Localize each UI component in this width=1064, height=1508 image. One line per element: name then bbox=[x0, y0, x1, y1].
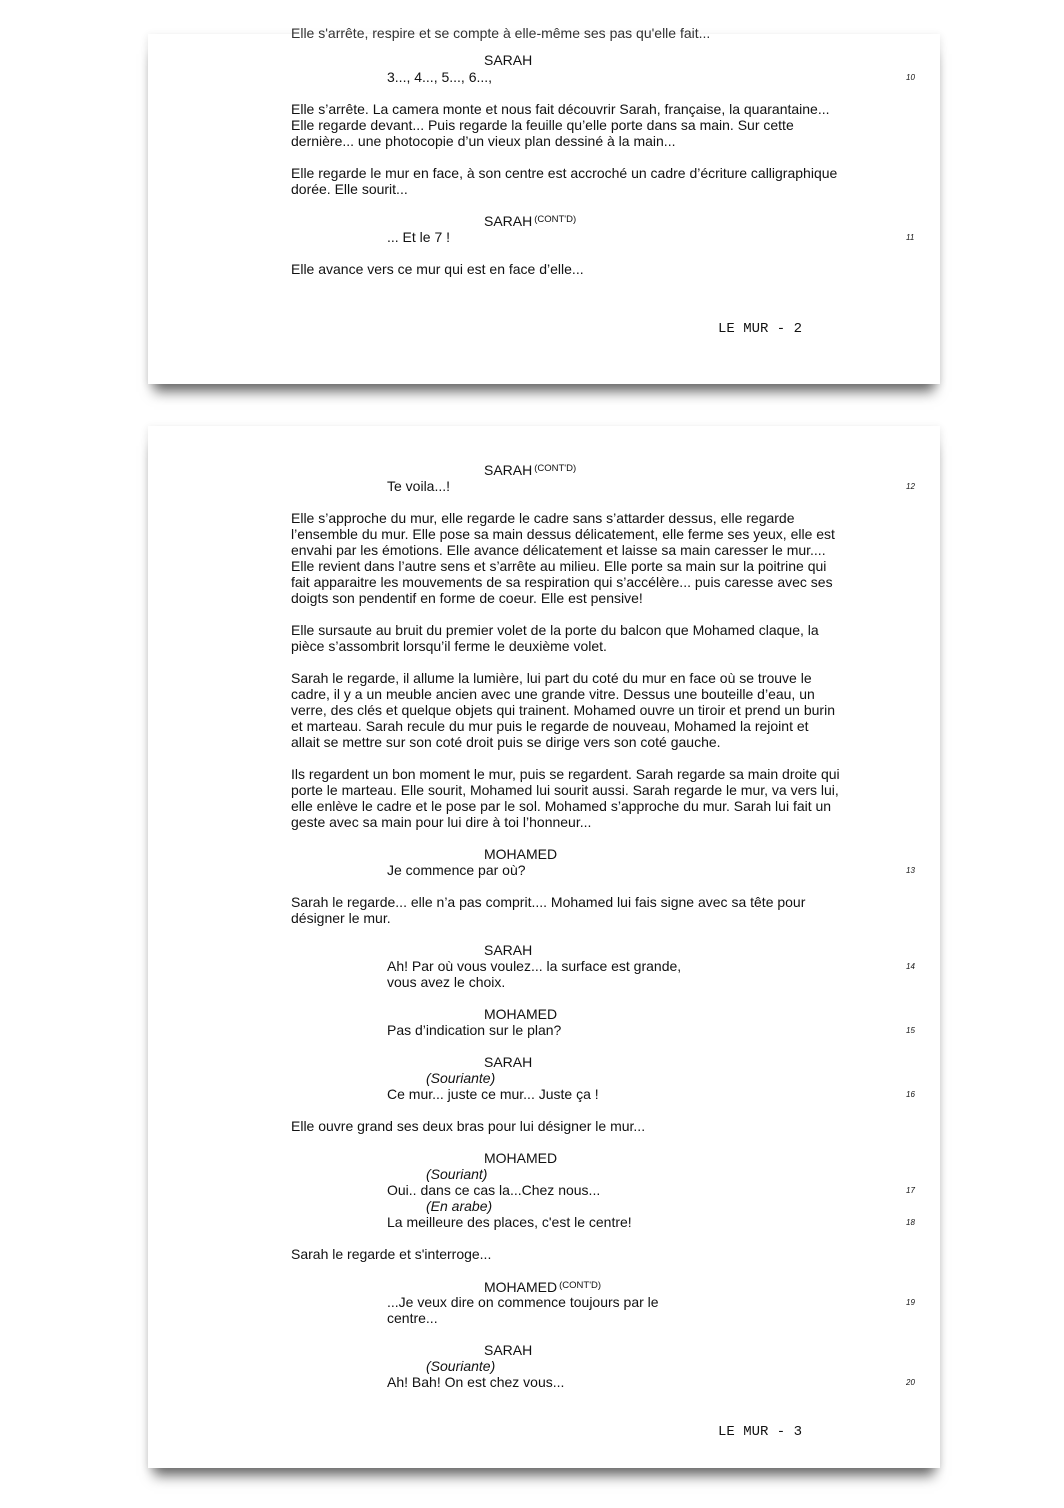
dialogue-line-text: 3..., 4..., 5..., 6..., bbox=[387, 69, 493, 85]
dialogue-line bbox=[387, 862, 526, 878]
parenthetical bbox=[426, 1166, 487, 1182]
action-line-text: porte le marteau. Elle sourit, Mohamed lui sourit aussi. Sarah regarde le mur, va vers lui, bbox=[291, 782, 839, 798]
action-line-text: envahi par les émotions. Elle avance délicatement et laisse sa main caresser le mur.... bbox=[291, 542, 826, 558]
action-line bbox=[291, 117, 794, 133]
dialogue-line bbox=[387, 1374, 564, 1390]
dialogue-line bbox=[387, 1294, 659, 1310]
contd-marker: (CONT'D) bbox=[534, 214, 577, 225]
action-line bbox=[291, 590, 643, 606]
action-line-text: désigner le mur. bbox=[291, 910, 391, 926]
character-name-text: MOHAMED bbox=[484, 1150, 558, 1166]
character-name bbox=[484, 212, 576, 229]
action-line-text: Sarah le regarde et s'interroge... bbox=[291, 1246, 492, 1262]
action-line bbox=[291, 526, 835, 542]
character-name-text: SARAH bbox=[484, 1342, 533, 1358]
action-line bbox=[291, 718, 809, 734]
character-name bbox=[484, 1006, 557, 1022]
action-line bbox=[291, 181, 408, 197]
action-line bbox=[291, 702, 835, 718]
character-name bbox=[484, 1054, 532, 1070]
action-line bbox=[291, 558, 826, 574]
dialogue-line-text: La meilleure des places, c'est le centre! bbox=[387, 1214, 632, 1230]
action-line-text: Elle ouvre grand ses deux bras pour lui désigner le mur... bbox=[291, 1118, 646, 1134]
action-line-text: allait se mettre sur son coté droit puis se dirige vers son coté gauche. bbox=[291, 734, 721, 750]
page-footer: LE MUR - 3 bbox=[718, 1424, 803, 1440]
character-name bbox=[484, 942, 532, 958]
dialogue-number: 16 bbox=[906, 1090, 915, 1099]
dialogue-line bbox=[387, 974, 505, 990]
dialogue-number: 18 bbox=[906, 1218, 915, 1227]
dialogue-number: 10 bbox=[906, 73, 915, 82]
character-name-text: MOHAMED bbox=[484, 846, 558, 862]
action-line-text: elle enlève le cadre et le pose par le sol. Mohamed s’approche du mur. Sarah lui fait un bbox=[291, 798, 832, 814]
parenthetical bbox=[426, 1198, 492, 1214]
dialogue-line-text: Ce mur... juste ce mur... Juste ça ! bbox=[387, 1086, 599, 1102]
action-line bbox=[291, 1246, 491, 1262]
dialogue-number: 11 bbox=[906, 233, 915, 242]
dialogue-line bbox=[387, 69, 492, 85]
page-footer: LE MUR - 2 bbox=[718, 321, 803, 337]
dialogue-line-text: Te voila...! bbox=[387, 478, 451, 494]
action-line-text: Sarah le regarde, il allume la lumière, lui part du coté du mur en face où se trouve le bbox=[291, 670, 812, 686]
action-line-text: l’ensemble du mur. Elle pose sa main dessus délicatement, elle ferme ses yeux, elle est bbox=[291, 526, 835, 542]
dialogue-line bbox=[387, 1086, 599, 1102]
action-line bbox=[291, 894, 805, 910]
character-name bbox=[484, 1342, 532, 1358]
action-line bbox=[291, 670, 812, 686]
action-line bbox=[291, 261, 584, 277]
script-page-2 bbox=[148, 25, 940, 384]
action-line-text: fait apparaitre les mouvements de sa respiration qui s’accélère... puis caresse avec ses bbox=[291, 574, 833, 590]
dialogue-line bbox=[387, 1022, 561, 1038]
character-name-text: SARAH bbox=[484, 462, 533, 478]
action-line-text: verre, des clés et quelque objets qui trainent. Mohamed ouvre un tiroir et prend un burin bbox=[291, 702, 835, 718]
action-line-text: Elle regarde devant... Puis regarde la feuille qu’elle porte dans sa main. Sur cette bbox=[291, 117, 794, 133]
action-line-text: Elle s’arrête. La camera monte et nous fait découvrir Sarah, française, la quarantaine... bbox=[291, 101, 830, 117]
dialogue-line-text: Pas d’indication sur le plan? bbox=[387, 1022, 562, 1038]
parenthetical-text: (Souriante) bbox=[426, 1070, 496, 1086]
parenthetical-text: (En arabe) bbox=[426, 1198, 493, 1214]
dialogue-line bbox=[387, 1310, 438, 1326]
parenthetical-text: (Souriant) bbox=[426, 1166, 488, 1182]
action-line-text: dorée. Elle sourit... bbox=[291, 181, 408, 197]
action-line-text: Elle revient dans l’autre sens et s’arrête au milieu. Elle porte sa main sur la poitrine qui bbox=[291, 558, 827, 574]
action-line bbox=[291, 782, 839, 798]
dialogue-line-text: vous avez le choix. bbox=[387, 974, 506, 990]
action-line-text: Elle sursaute au bruit du premier volet de la porte du balcon que Mohamed claque, la bbox=[291, 622, 819, 638]
parenthetical bbox=[426, 1070, 495, 1086]
dialogue-line-text: Je commence par où? bbox=[387, 862, 526, 878]
action-line-text: et marteau. Sarah recule du mur puis le regarde de nouveau, Mohamed la rejoint et bbox=[291, 718, 809, 734]
dialogue-line bbox=[387, 958, 681, 974]
action-line bbox=[291, 734, 721, 750]
action-line bbox=[291, 510, 795, 526]
character-name-text: SARAH bbox=[484, 1054, 533, 1070]
cutoff-action-line: Elle s'arrête, respire et se compte à elle-même ses pas qu'elle fait... bbox=[291, 25, 711, 41]
contd-marker: (CONT'D) bbox=[559, 1280, 602, 1291]
contd-marker: (CONT'D) bbox=[534, 463, 577, 474]
dialogue-line-text: Oui.. dans ce cas la...Chez nous... bbox=[387, 1182, 601, 1198]
dialogue-line-text: centre... bbox=[387, 1310, 438, 1326]
action-line bbox=[291, 638, 607, 654]
action-line-text: cadre, il y a un meuble ancien avec une grande vitre. Dessus une bouteille d’eau, un bbox=[291, 686, 815, 702]
action-line bbox=[291, 165, 837, 181]
dialogue-line bbox=[387, 1214, 632, 1230]
dialogue-number: 17 bbox=[906, 1186, 915, 1195]
character-name-text: SARAH bbox=[484, 52, 533, 68]
action-line bbox=[291, 622, 819, 638]
action-line-text: Sarah le regarde... elle n’a pas comprit.... Mohamed lui fais signe avec sa tête pour bbox=[291, 894, 806, 910]
action-line-text: Elle avance vers ce mur qui est en face d’elle... bbox=[291, 261, 584, 277]
character-name bbox=[484, 52, 532, 68]
action-line-text: Elle regarde le mur en face, à son centre est accroché un cadre d’écriture calligraphique bbox=[291, 165, 838, 181]
action-line bbox=[291, 910, 391, 926]
dialogue-line-text: Ah! Par où vous voulez... la surface est grande, bbox=[387, 958, 682, 974]
dialogue-line-text: ...Je veux dire on commence toujours par le bbox=[387, 1294, 659, 1310]
action-line bbox=[291, 766, 840, 782]
character-name-text: SARAH bbox=[484, 213, 533, 229]
character-name-text: MOHAMED bbox=[484, 1279, 558, 1295]
action-line-text: pièce s’assombrit lorsqu’il ferme le deuxième volet. bbox=[291, 638, 607, 654]
script-page-3 bbox=[148, 426, 940, 1468]
action-line bbox=[291, 542, 826, 558]
dialogue-number: 13 bbox=[906, 866, 915, 875]
parenthetical-text: (Souriante) bbox=[426, 1358, 496, 1374]
action-line bbox=[291, 574, 833, 590]
character-name bbox=[484, 846, 557, 862]
action-line bbox=[291, 686, 815, 702]
action-line-text: geste avec sa main pour lui dire à toi l’honneur... bbox=[291, 814, 592, 830]
dialogue-number: 12 bbox=[906, 482, 915, 491]
action-line bbox=[291, 814, 591, 830]
action-line-text: doigts son pendentif en forme de coeur. Elle est pensive! bbox=[291, 590, 643, 606]
dialogue-line bbox=[387, 478, 450, 494]
dialogue-number: 15 bbox=[906, 1026, 915, 1035]
dialogue-number: 19 bbox=[906, 1298, 915, 1307]
dialogue-line bbox=[387, 229, 450, 245]
action-line-text: Elle s’approche du mur, elle regarde le cadre sans s’attarder dessus, elle regarde bbox=[291, 510, 795, 526]
action-line bbox=[291, 133, 675, 149]
character-name-text: SARAH bbox=[484, 942, 533, 958]
parenthetical bbox=[426, 1358, 495, 1374]
dialogue-number: 20 bbox=[906, 1378, 915, 1387]
dialogue-number: 14 bbox=[906, 962, 915, 971]
character-name bbox=[484, 461, 576, 478]
dialogue-line-text: ... Et le 7 ! bbox=[387, 229, 451, 245]
action-line bbox=[291, 798, 831, 814]
action-line-text: dernière... une photocopie d’un vieux plan dessiné à la main... bbox=[291, 133, 676, 149]
action-line bbox=[291, 1118, 645, 1134]
action-line bbox=[291, 101, 830, 117]
dialogue-line bbox=[387, 1182, 600, 1198]
character-name bbox=[484, 1150, 557, 1166]
character-name bbox=[484, 1278, 601, 1295]
action-line-text: Ils regardent un bon moment le mur, puis se regardent. Sarah regarde sa main droite qui bbox=[291, 766, 840, 782]
character-name-text: MOHAMED bbox=[484, 1006, 558, 1022]
dialogue-line-text: Ah! Bah! On est chez vous... bbox=[387, 1374, 565, 1390]
